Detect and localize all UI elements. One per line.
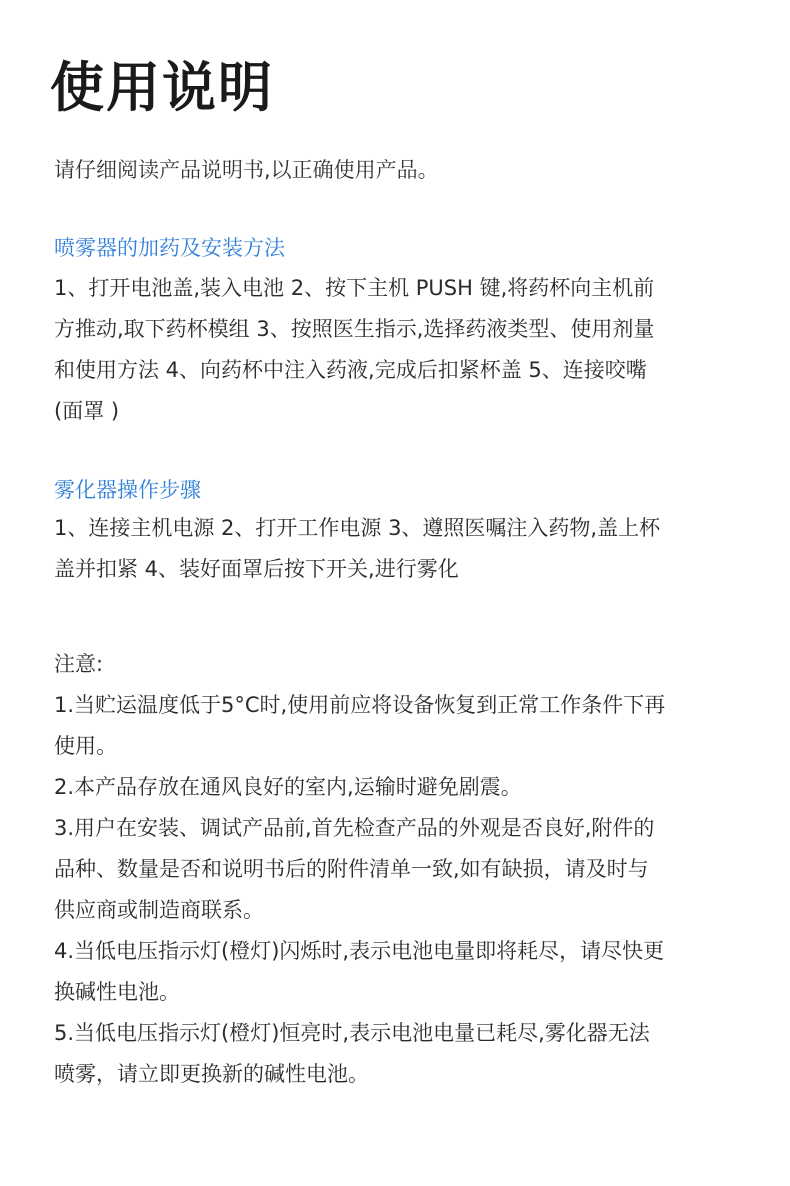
page-title: 使用说明 — [50, 56, 274, 119]
note-line: 使用。 — [54, 734, 117, 758]
assembly-heading: 喷雾器的加药及安装方法 — [54, 236, 285, 260]
operation-line: 盖并扣紧 4、装好面罩后按下开关,进行雾化 — [54, 557, 459, 581]
assembly-instructions — [54, 268, 744, 432]
operation-line: 1、连接主机电源 2、打开工作电源 3、遵照医嘱注入药物,盖上杯 — [54, 516, 661, 540]
assembly-line: (面罩 ) — [54, 399, 120, 423]
assembly-line: 和使用方法 4、向药杯中注入药液,完成后扣紧杯盖 5、连接咬嘴 — [54, 358, 647, 382]
note-line: 换碱性电池。 — [54, 980, 180, 1004]
notes-label: 注意: — [54, 652, 104, 676]
assembly-line: 方推动,取下药杯模组 3、按照医生指示,选择药液类型、使用剂量 — [54, 317, 655, 341]
note-line: 4.当低电压指示灯(橙灯)闪烁时,表示电池电量即将耗尽，请尽快更 — [54, 939, 665, 963]
operation-heading: 雾化器操作步骤 — [54, 478, 201, 502]
note-line: 品种、数量是否和说明书后的附件清单一致,如有缺损，请及时与 — [54, 857, 649, 881]
notes-section — [54, 644, 744, 1095]
note-line: 1.当贮运温度低于5°C时,使用前应将设备恢复到正常工作条件下再 — [54, 693, 666, 717]
note-line: 供应商或制造商联系。 — [54, 898, 264, 922]
note-line: 2.本产品存放在通风良好的室内,运输时避免剧震。 — [54, 775, 522, 799]
note-line: 5.当低电压指示灯(橙灯)恒亮时,表示电池电量已耗尽,雾化器无法 — [54, 1021, 650, 1045]
note-line: 喷雾，请立即更换新的碱性电池。 — [54, 1062, 369, 1086]
operation-steps — [54, 508, 744, 590]
intro-text: 请仔细阅读产品说明书,以正确使用产品。 — [54, 158, 439, 182]
note-line: 3.用户在安装、调试产品前,首先检查产品的外观是否良好,附件的 — [54, 816, 655, 840]
assembly-line: 1、打开电池盖,装入电池 2、按下主机 PUSH 键,将药杯向主机前 — [54, 276, 655, 300]
